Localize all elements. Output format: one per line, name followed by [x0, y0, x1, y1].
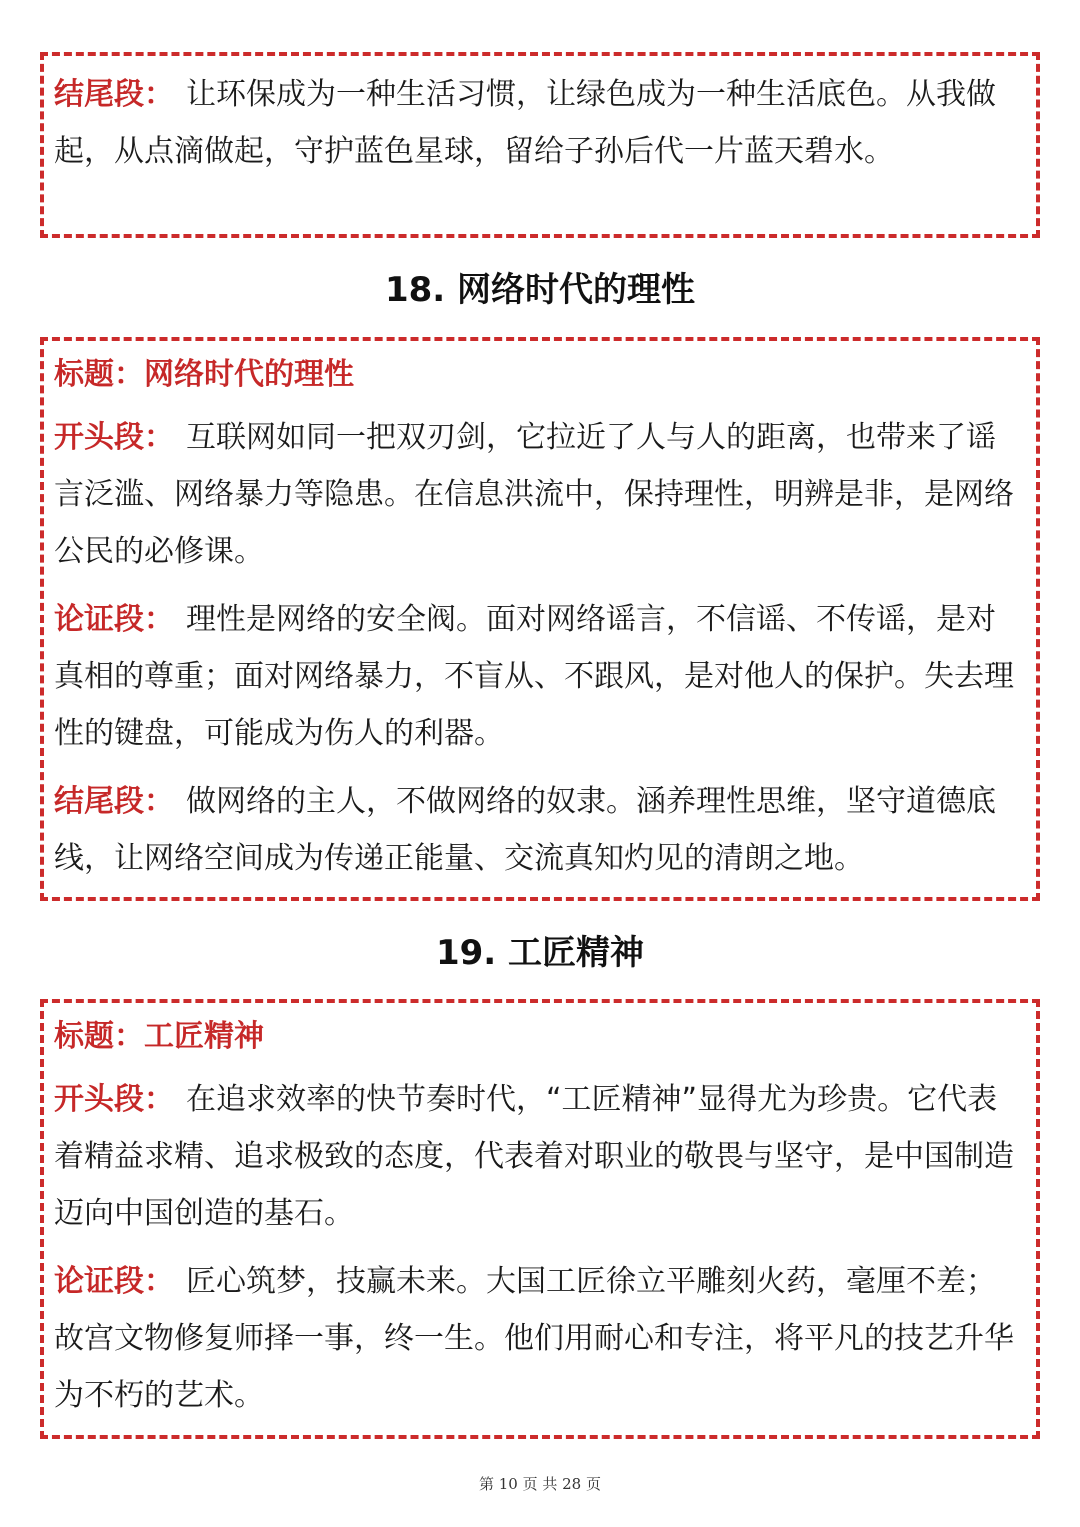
ending-text: 让环保成为一种生活习惯，让绿色成为一种生活底色。从我做起，从点滴做起，守护蓝色星球，留给子孙后代一片蓝天碧水。 [54, 77, 996, 169]
essay-title-19: 标题：工匠精神 [54, 1019, 264, 1054]
section-heading-18: 18. 网络时代的理性 [384, 270, 696, 310]
opening-label-19: 开头段： [54, 1082, 174, 1117]
ending-text-18: 做网络的主人，不做网络的奴隶。涵养理性思维，坚守道德底线，让网络空间成为传递正能量、交流真知灼见的清朗之地。 [54, 784, 996, 876]
opening-paragraph-19 [54, 1071, 1024, 1242]
ending-paragraph [54, 66, 1024, 180]
ending-paragraph-18 [54, 773, 1024, 887]
argument-text-18: 理性是网络的安全阀。面对网络谣言，不信谣、不传谣，是对真相的尊重；面对网络暴力，不盲从、不跟风，是对他人的保护。失去理性的键盘，可能成为伤人的利器。 [54, 602, 1014, 751]
opening-label-18: 开头段： [54, 420, 174, 455]
ending-label-18: 结尾段： [54, 784, 174, 819]
opening-paragraph-18 [54, 409, 1024, 580]
opening-text-19: 在追求效率的快节奏时代，“工匠精神”显得尤为珍贵。它代表着精益求精、追求极致的态度，代表着对职业的敬畏与坚守，是中国制造迈向中国创造的基石。 [54, 1082, 1014, 1231]
argument-label-18: 论证段： [54, 602, 174, 637]
opening-text-18: 互联网如同一把双刃剑，它拉近了人与人的距离，也带来了谣言泛滥、网络暴力等隐患。在信息洪流中，保持理性，明辨是非，是网络公民的必修课。 [54, 420, 1014, 569]
section-heading-19: 19. 工匠精神 [435, 933, 645, 973]
essay-box-section-18 [40, 337, 1040, 901]
page-number: 第 10 页 共 28 页 [478, 1475, 601, 1493]
argument-paragraph-18 [54, 591, 1024, 762]
ending-label: 结尾段： [54, 77, 174, 112]
argument-label-19: 论证段： [54, 1264, 174, 1299]
argument-text-19: 匠心筑梦，技赢未来。大国工匠徐立平雕刻火药，毫厘不差；故宫文物修复师择一事，终一生。他们用耐心和专注，将平凡的技艺升华为不朽的艺术。 [54, 1264, 1014, 1413]
essay-box-section-19 [40, 999, 1040, 1439]
essay-box-environment-ending [40, 52, 1040, 238]
argument-paragraph-19 [54, 1253, 1024, 1424]
essay-title-18: 标题：网络时代的理性 [54, 357, 354, 392]
